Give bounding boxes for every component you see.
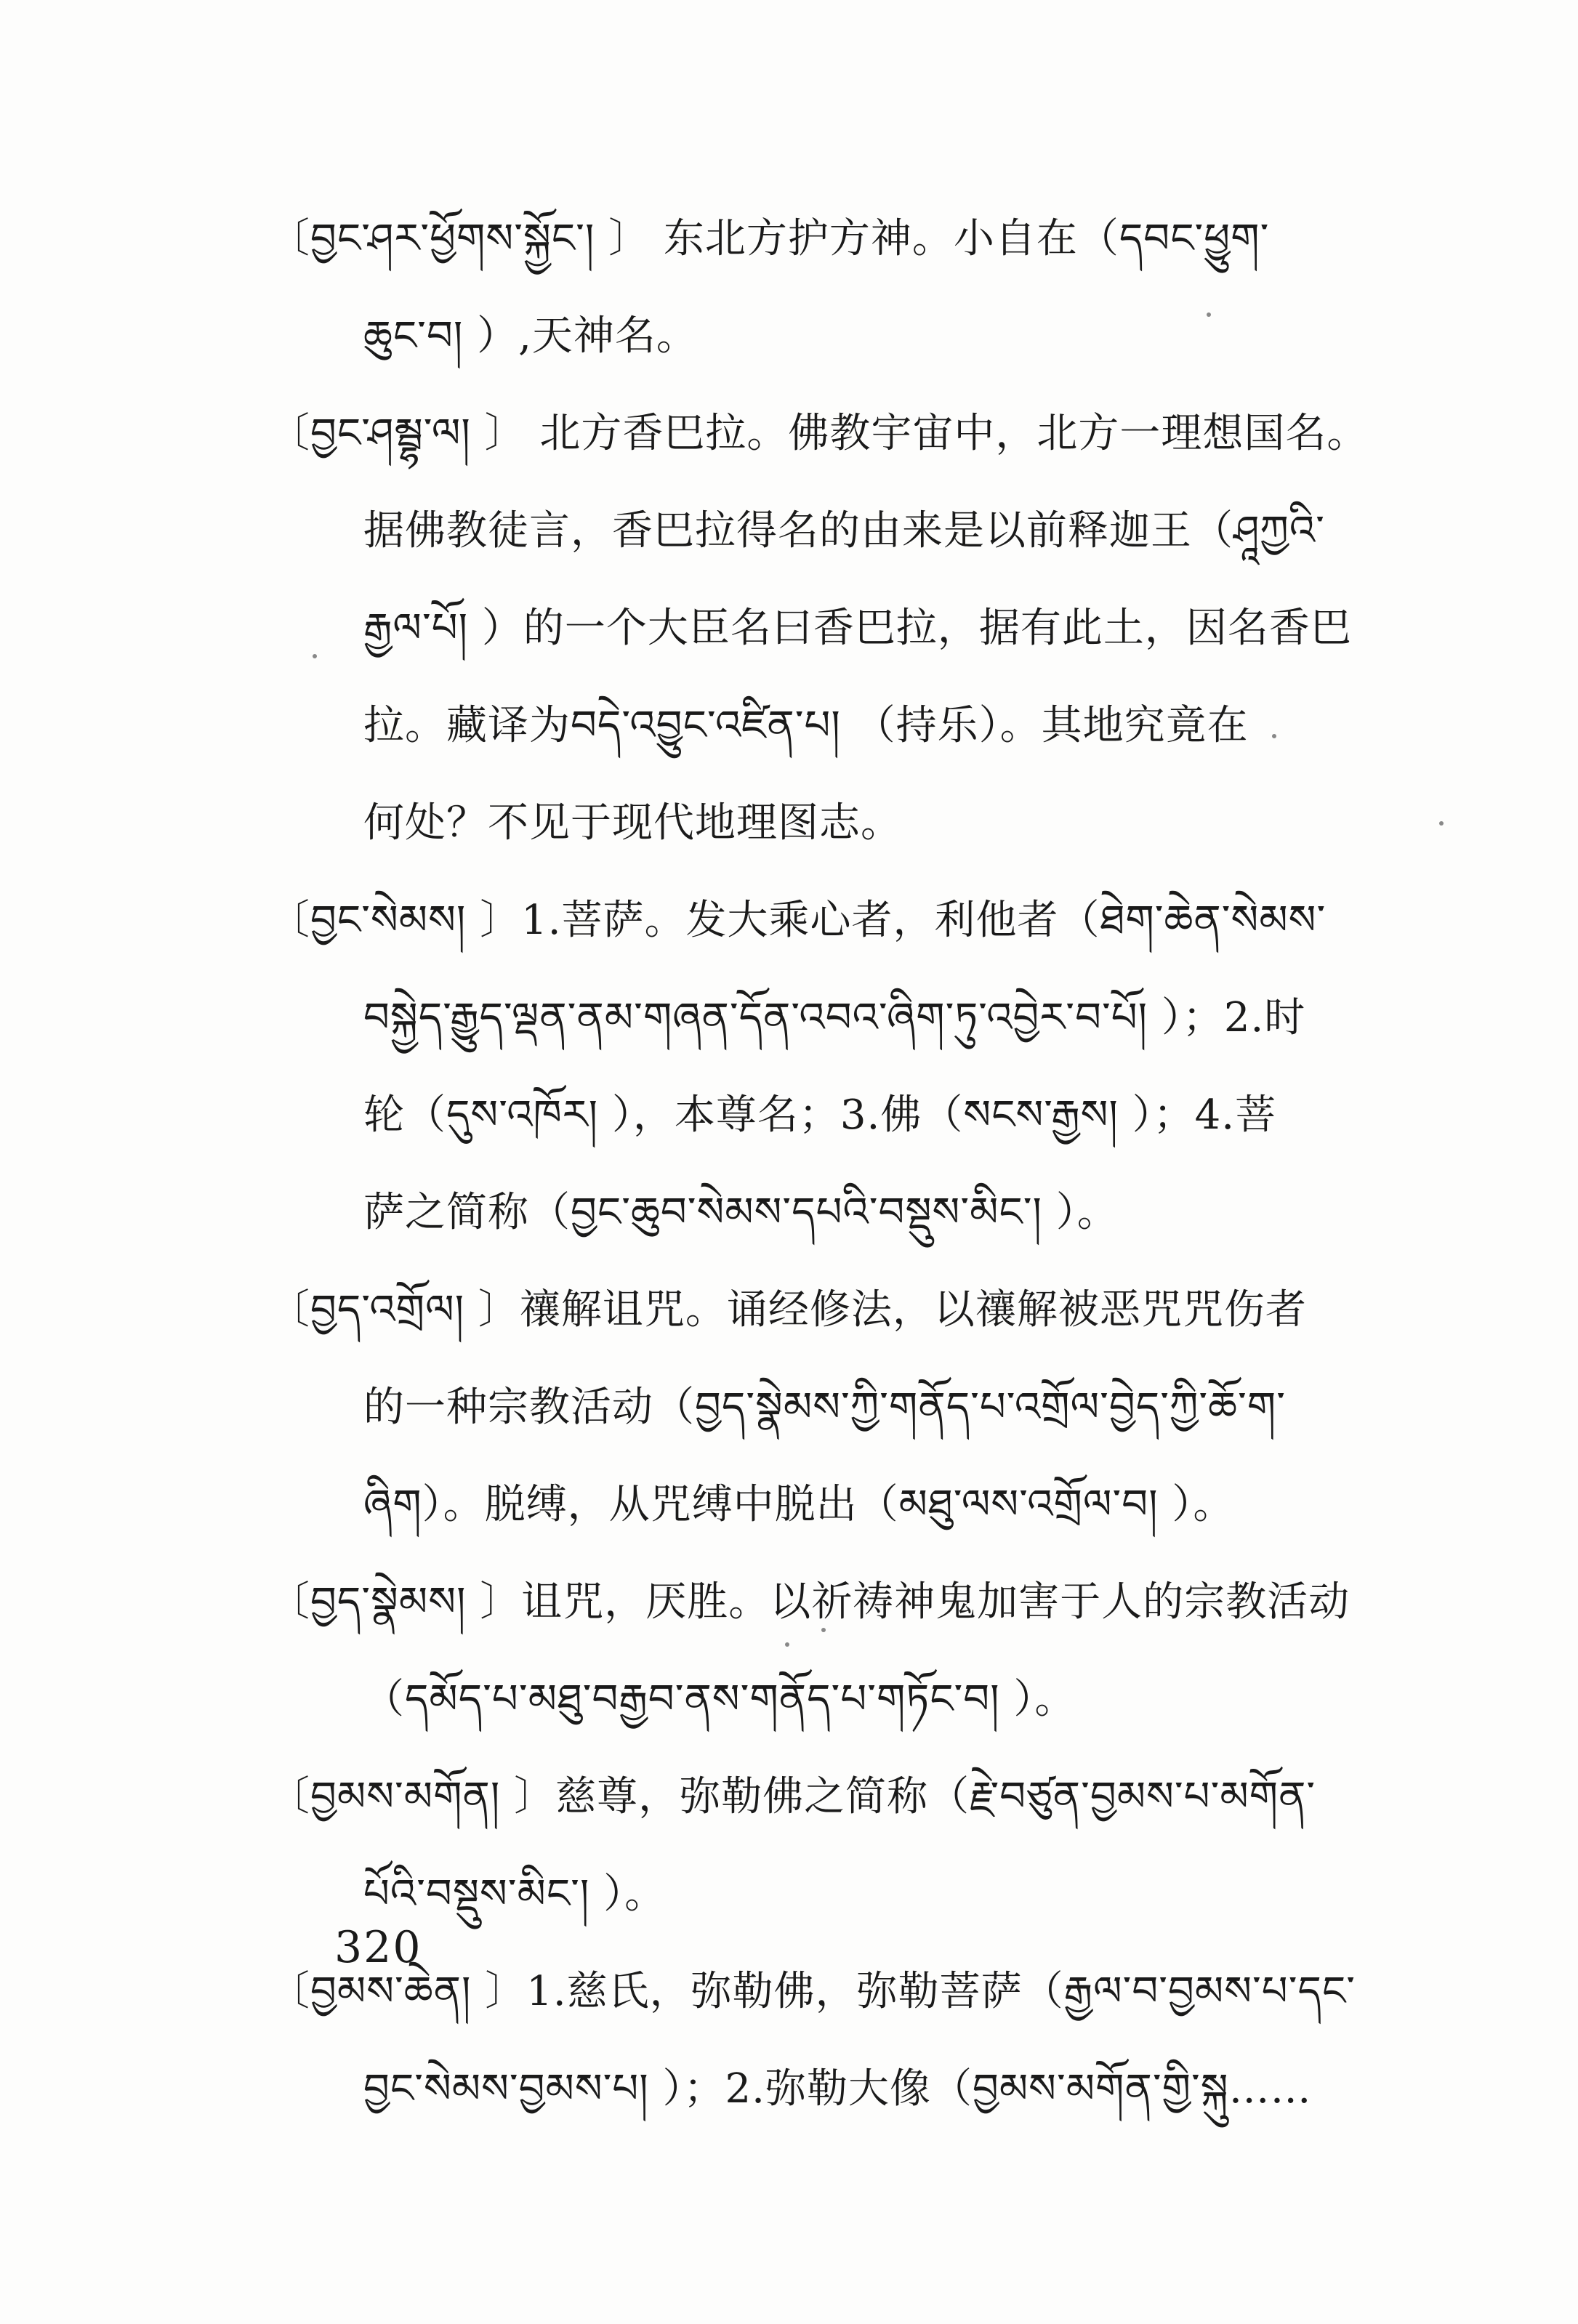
dictionary-entry: [269, 190, 1403, 385]
dictionary-entry: [269, 1748, 1403, 1943]
entry-text-line: 何处？不见于现代地理图志。: [363, 799, 902, 847]
entry-text-line: བྱང་སེམས་བྱམས་པ། ）；2.弥勒大像（བྱམས་མགོན་གྱི་སྐུ……: [363, 2065, 1312, 2113]
scan-speck: [1439, 821, 1444, 826]
entry-text-line: 据佛教徒言，香巴拉得名的由来是以前释迦王（ཤཱཀྱའི་: [363, 507, 1325, 554]
page-number: 320: [334, 1922, 422, 1973]
entry-text-line: 〔བྱམས་མགོན། 〕慈尊，弥勒佛之简称（རྗེ་བཙུན་བྱམས་པ་མགོན་: [269, 1773, 1316, 1820]
entry-text-line: ཆུང་བ། ）,天神名。: [363, 312, 698, 360]
entry-text-line: པོའི་བསྡུས་མིང་། ）。: [363, 1871, 667, 1918]
entry-text-line: （དམོད་པ་མཐུ་བརྒྱབ་ནས་གནོད་པ་གཏོང་བ། ）。: [363, 1676, 1076, 1723]
entry-text-line: ཞིག）。脱缚，从咒缚中脱出（མཐུ་ལས་འགྲོལ་བ། ）。: [363, 1481, 1235, 1528]
dictionary-entry: [269, 1262, 1403, 1554]
entry-text-line: 〔བྱང་ཤར་ཕྱོགས་སྐྱོང་། 〕 东北方护方神。小自在（དབང་ཕྱུག་: [269, 215, 1270, 262]
scan-speck: [313, 654, 317, 658]
entry-text-line: 轮（དུས་འཁོར། ），本尊名；3.佛（སངས་རྒྱས། ）；4.菩: [363, 1092, 1277, 1139]
entry-text-line: 的一种宗教活动（བྱད་སྣེམས་ཀྱི་གནོད་པ་འགྲོལ་བྱེད་ཀྱི་ཆོ་ག་: [363, 1384, 1286, 1431]
scan-speck: [1272, 734, 1276, 738]
entry-text-line: 〔བྱད་འགྲོལ། 〕禳解诅咒。诵经修法，以禳解被恶咒咒伤者: [269, 1286, 1307, 1334]
entry-text-line: 〔བྱམས་ཆེན། 〕1.慈氏，弥勒佛，弥勒菩萨（རྒྱལ་བ་བྱམས་པ་དང་: [269, 1968, 1356, 2015]
entry-text-line: 〔བྱང་སེམས། 〕1.菩萨。发大乘心者，利他者（ཐེག་ཆེན་སེམས་: [269, 897, 1327, 944]
entry-text-line: 〔བྱད་སྣེམས། 〕诅咒，厌胜。以祈祷神鬼加害于人的宗教活动: [269, 1578, 1350, 1626]
entry-text-line: 〔བྱང་ཤམྦྷ་ལ། 〕 北方香巴拉。佛教宇宙中，北方一理想国名。: [269, 410, 1369, 457]
entry-text-line: 拉。藏译为བདེ་འབྱུང་འཛིན་པ། （持乐）。其地究竟在: [363, 702, 1249, 749]
entry-text-line: 萨之简称（བྱང་ཆུབ་སེམས་དཔའི་བསྡུས་མིང་། ）。: [363, 1189, 1119, 1236]
entry-list: [269, 190, 1403, 2138]
dictionary-entry: [269, 872, 1403, 1262]
entry-text-line: རྒྱལ་པོ། ）的一个大臣名曰香巴拉，据有此土，因名香巴: [363, 605, 1352, 652]
scan-speck: [821, 1628, 826, 1632]
dictionary-entry: [269, 1554, 1403, 1748]
scan-speck: [1207, 312, 1211, 317]
dictionary-entry: [269, 385, 1403, 872]
dictionary-entry: [269, 1943, 1403, 2138]
scan-speck: [785, 1642, 789, 1647]
entry-text-line: བསྐྱེད་རྒྱུད་ལྡན་ནམ་གཞན་དོན་འབའ་ཞིག་ཏུ་འབྱེར་བ་པོ། ）；2.时: [363, 994, 1306, 1041]
